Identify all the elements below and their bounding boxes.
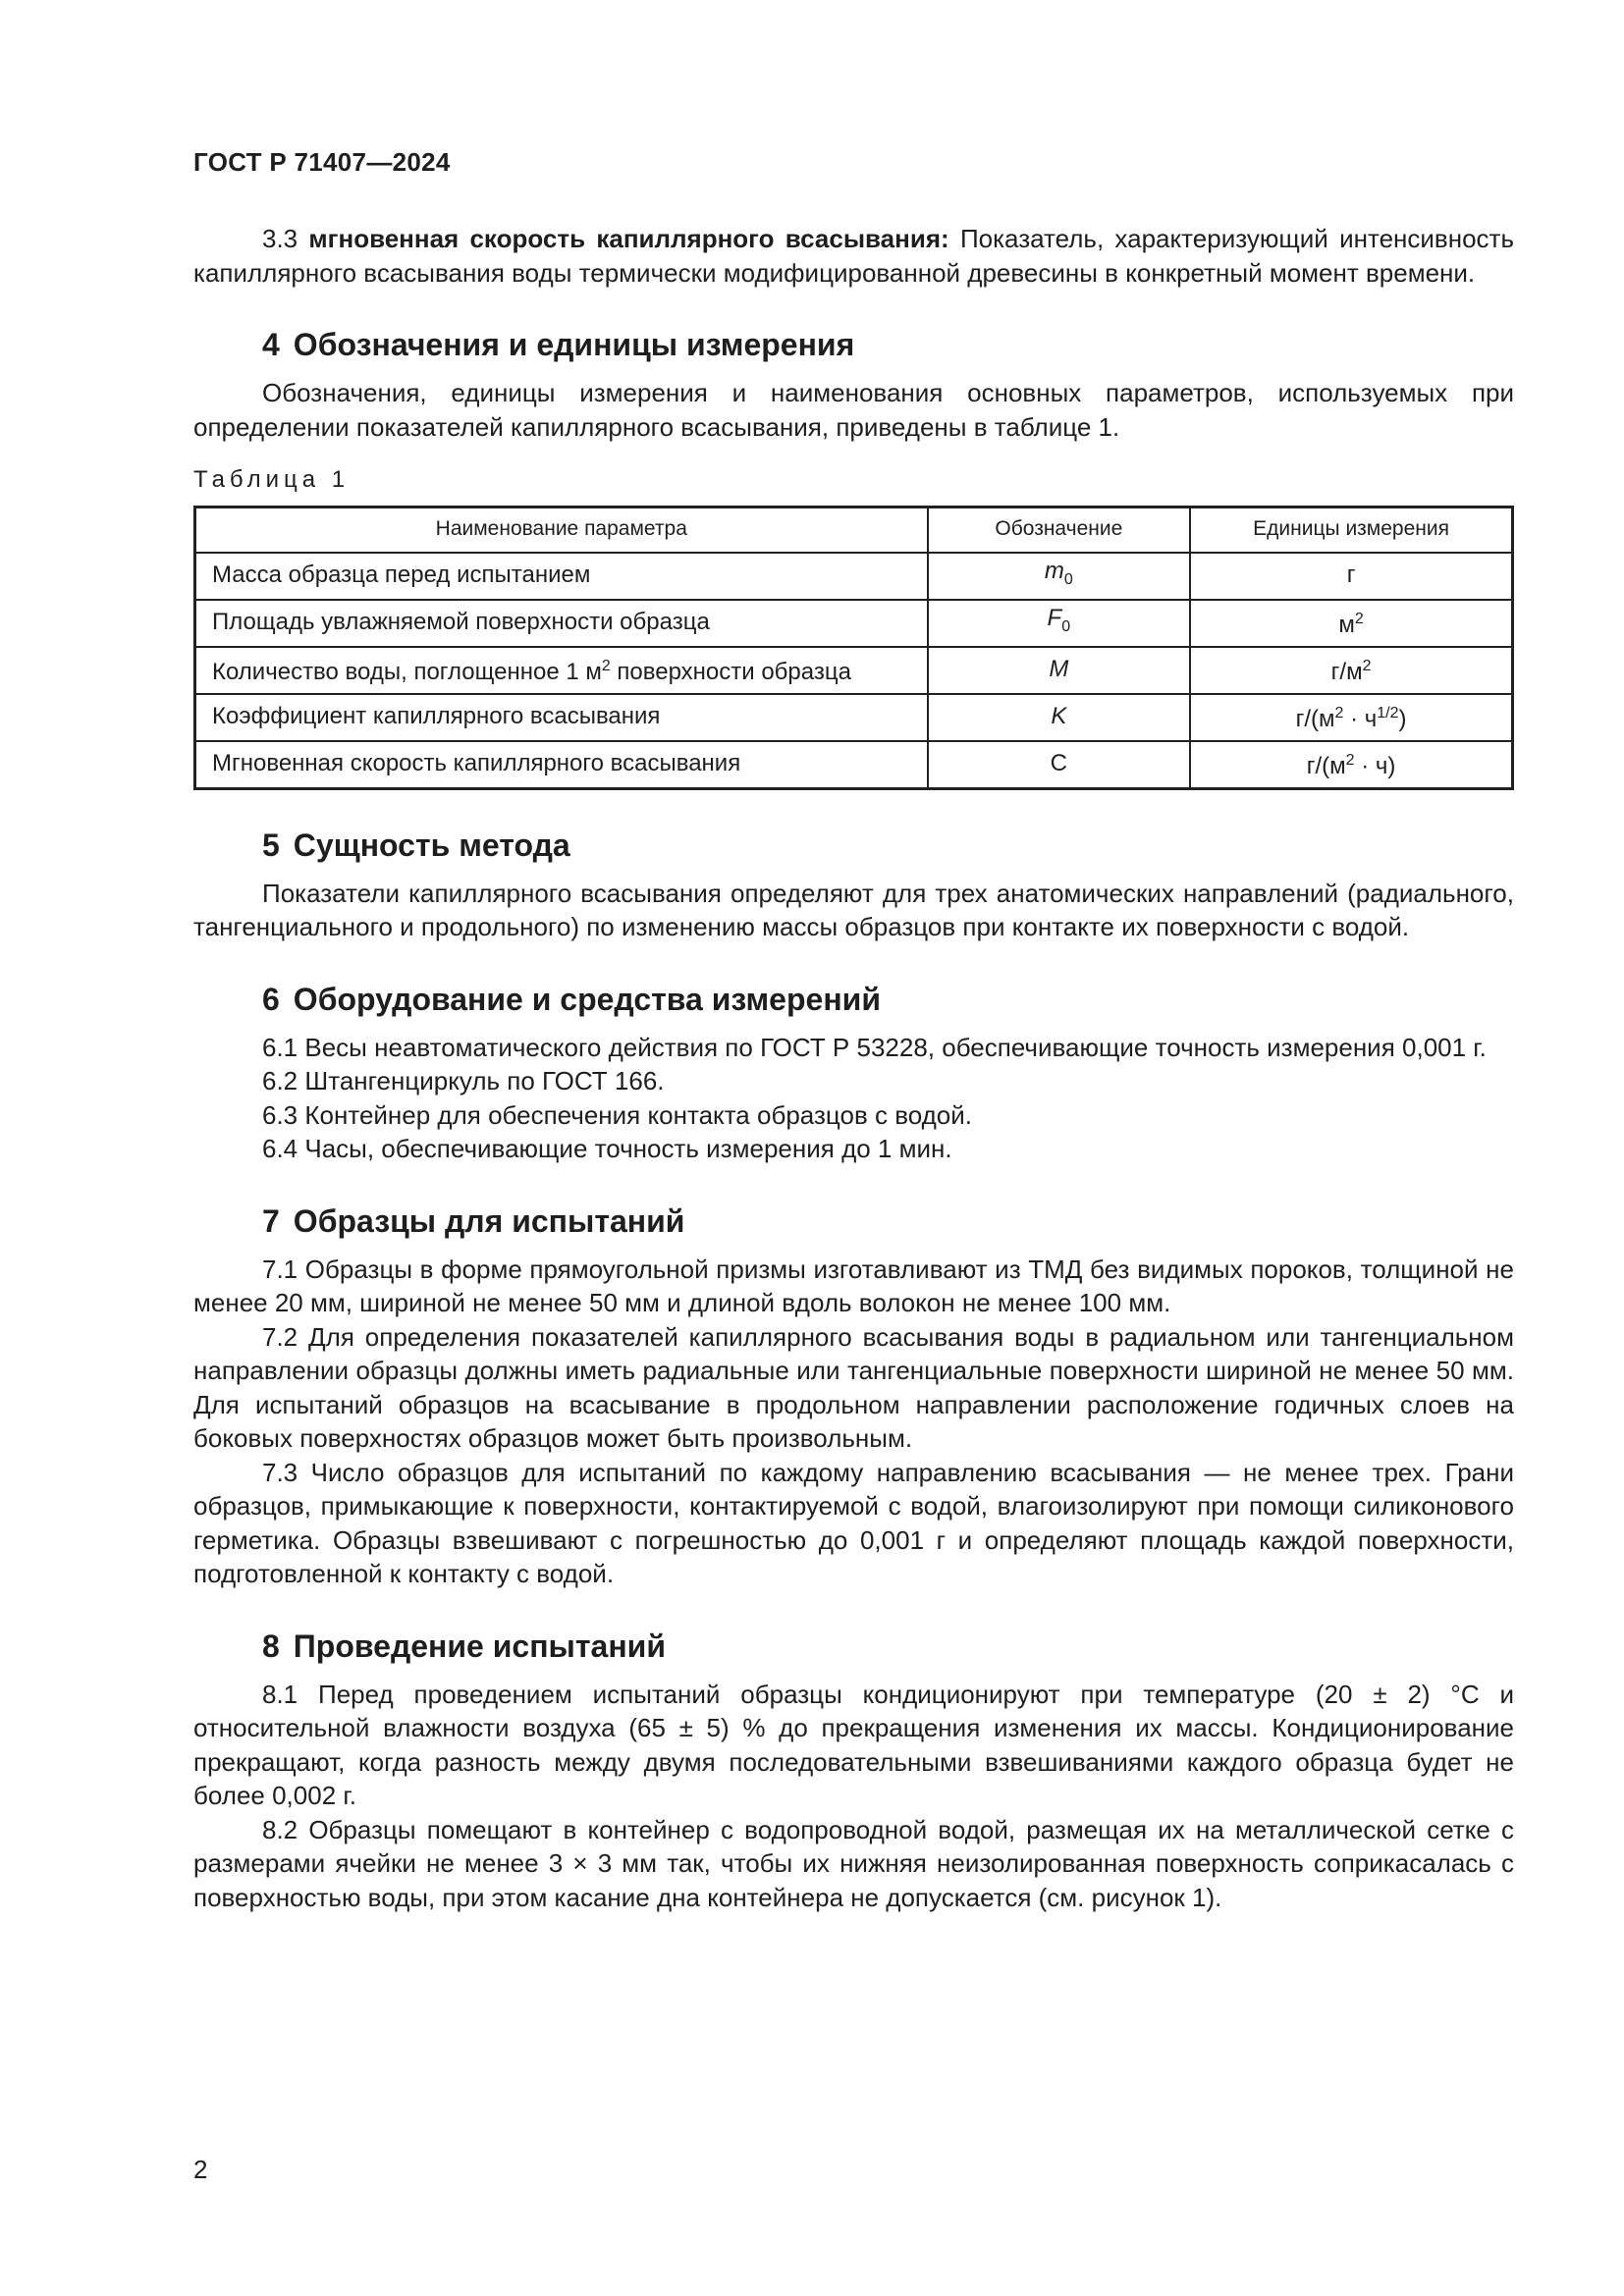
param-symbol: K bbox=[928, 694, 1191, 741]
section-heading-6: 6 Оборудование и средства измерений bbox=[262, 981, 881, 1017]
paragraph-7-1: 7.1 Образцы в форме прямоугольной призмы изготавливают из ТМД без видимых пороков, толщиной не менее 20 мм, шириной не менее 50 мм и длиной вдоль волокон не менее 100 мм. bbox=[193, 1254, 1514, 1317]
page-number: 2 bbox=[193, 2155, 208, 2184]
paragraph-8-1: 8.1 Перед проведением испытаний образцы кондиционируют при температуре (20 ± 2) °С и относительной влажности воздуха (65 ± 5) % до прекращения изменения их массы. Кондиционирование прекращают, когда разность между двумя последовательными взвешиваниями каждого образца будет не более 0,002 г. bbox=[193, 1679, 1514, 1810]
document-header: ГОСТ Р 71407—2024 bbox=[193, 147, 451, 177]
param-unit: г bbox=[1190, 553, 1512, 600]
param-name: Площадь увлажняемой поверхности образца bbox=[195, 600, 928, 647]
param-name: Коэффициент капиллярного всасывания bbox=[195, 694, 928, 741]
table-row bbox=[195, 647, 1513, 694]
table-row bbox=[195, 553, 1513, 600]
section-heading-4: 4 Обозначения и единицы измерения bbox=[262, 327, 855, 362]
table-row bbox=[195, 600, 1513, 647]
param-name: Масса образца перед испытанием bbox=[195, 553, 928, 600]
table-header-cell: Наименование параметра bbox=[195, 507, 928, 553]
table-header-cell: Единицы измерения bbox=[1190, 507, 1512, 553]
param-symbol: $m_0$ bbox=[928, 553, 1191, 600]
param-symbol: M bbox=[928, 647, 1191, 694]
table-row bbox=[195, 694, 1513, 741]
table-caption: Таблица 1 bbox=[193, 466, 351, 493]
section-heading-8: 8 Проведение испытаний bbox=[262, 1628, 666, 1664]
table-row bbox=[195, 741, 1513, 789]
section-heading-5: 5 Сущность метода bbox=[262, 827, 570, 863]
section-4-intro: Обозначения, единицы измерения и наименования основных параметров, используемых при определении показателей капиллярного всасывания, приведены в таблице 1. bbox=[193, 378, 1514, 442]
term-definition: Показатель, характеризующий интенсивность капиллярного всасывания воды термически модифицированной древесины в конкретный момент времени. bbox=[193, 224, 1514, 288]
param-unit: $г/(м^2 \cdot ч)$ bbox=[1190, 741, 1512, 789]
paragraph-7-3: 7.3 Число образцов для испытаний по каждому направлению всасывания — не менее трех. Грани образцов, примыкающие к поверхности, контактируемой с водой, влагоизолируют при помощи силиконового герметика. Образцы взвешивают с погрешностью до 0,001 г и определяют площадь каждой поверхности, подготовленной к контакту с водой. bbox=[193, 1457, 1514, 1588]
table-header-row bbox=[195, 507, 1513, 553]
param-unit: $м^2$ bbox=[1190, 600, 1512, 647]
table-header-cell: Обозначение bbox=[928, 507, 1191, 553]
section-heading-7: 7 Образцы для испытаний bbox=[262, 1202, 685, 1239]
section-5-paragraph: Показатели капиллярного всасывания определяют для трех анатомических направлений (радиального, тангенциального и продольного) по изменению массы образцов при контакте их поверхности с водой. bbox=[193, 878, 1514, 941]
parameters-table bbox=[193, 506, 1514, 790]
param-unit: $г/(м^2 \cdot ч^{1/2})$ bbox=[1190, 694, 1512, 741]
paragraph-8-2: 8.2 Образцы помещают в контейнер с водопроводной водой, размещая их на металлической сетке с размерами ячейки не менее 3 × 3 мм так, чтобы их нижняя неизолированная поверхность соприкасалась с поверхностью воды, при этом касание дна контейнера не допускается (см. рисунок 1). bbox=[193, 1814, 1514, 1912]
paragraph-6-1: 6.1 Весы неавтоматического действия по ГОСТ Р 53228, обеспечивающие точность измерения 0,001 г. bbox=[262, 1032, 1487, 1062]
paragraph-6-2: 6.2 Штангенциркуль по ГОСТ 166. bbox=[262, 1066, 665, 1095]
clause-number: 3.3 bbox=[262, 224, 298, 253]
param-unit: $г/м^2$ bbox=[1190, 647, 1512, 694]
document-body bbox=[193, 222, 1514, 1914]
param-name: Мгновенная скорость капиллярного всасывания bbox=[195, 741, 928, 789]
param-name: Количество воды, поглощенное 1 $м^2$ поверхности образца bbox=[195, 647, 928, 694]
paragraph-6-4: 6.4 Часы, обеспечивающие точность измерения до 1 мин. bbox=[262, 1134, 952, 1163]
term: мгновенная скорость капиллярного всасывания: bbox=[308, 224, 949, 253]
paragraph-3-3 bbox=[193, 222, 1514, 290]
param-symbol: $F_0$ bbox=[928, 600, 1191, 647]
paragraph-7-2: 7.2 Для определения показателей капиллярного всасывания воды в радиальном или тангенциальном направлении образцы должны иметь радиальные или тангенциальные поверхности шириной не менее 50 мм. Для испытаний образцов на всасывание в продольном направлении расположение годичных слоев на боковых поверхностях образцов может быть произвольным. bbox=[193, 1321, 1514, 1453]
param-symbol: C bbox=[928, 741, 1191, 789]
paragraph-6-3: 6.3 Контейнер для обеспечения контакта образцов с водой. bbox=[262, 1099, 972, 1130]
